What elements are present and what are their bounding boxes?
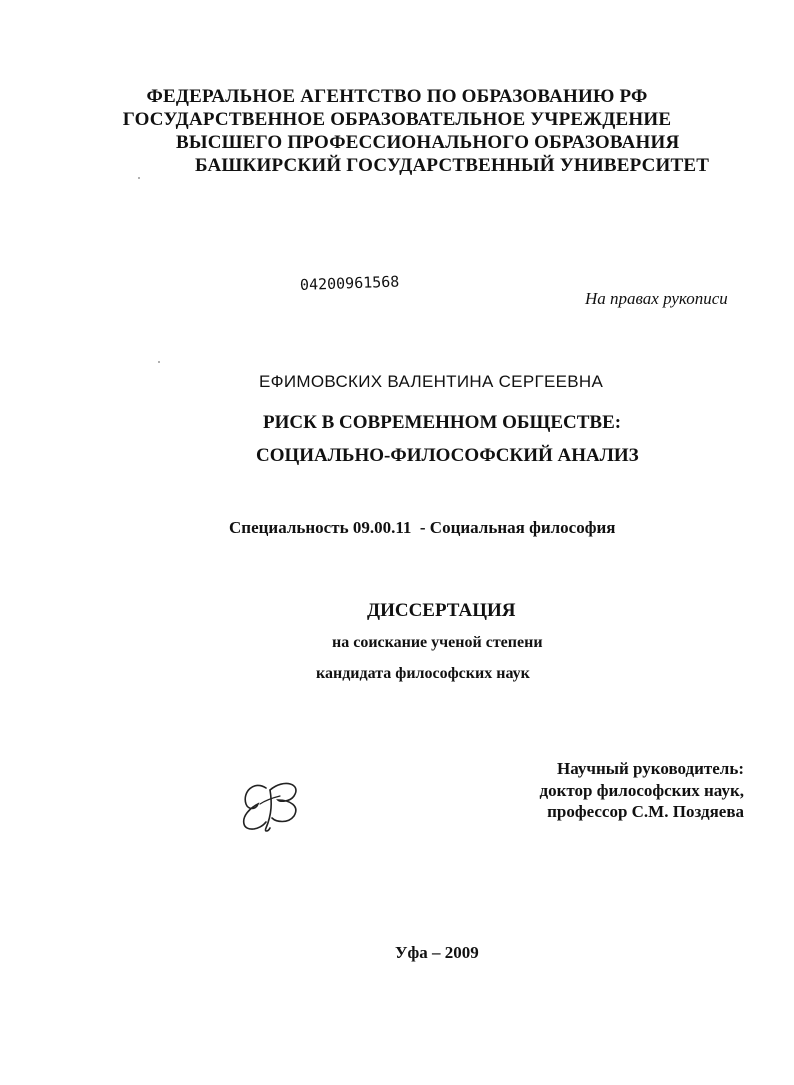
institution-line-4: БАШКИРСКИЙ ГОСУДАРСТВЕННЫЙ УНИВЕРСИТЕТ [195,155,710,176]
supervisor-name: профессор С.М. Поздяева [547,802,744,821]
supervisor-degree: доктор философских наук, [539,781,744,800]
rights-note: На правах рукописи [585,289,728,308]
author-name: ЕФИМОВСКИХ ВАЛЕНТИНА СЕРГЕЕВНА [259,372,604,391]
institution-line-2: ГОСУДАРСТВЕННОЕ ОБРАЗОВАТЕЛЬНОЕ УЧРЕЖДЕНИЕ [122,109,672,130]
specialty: Специальность 09.00.11 - Социальная философия [229,518,616,537]
title-line-1: РИСК В СОВРЕМЕННОМ ОБЩЕСТВЕ: [263,412,622,433]
supervisor-label: Научный руководитель: [557,759,744,778]
degree-line-2: кандидата философских наук [316,665,530,682]
institution-line-3: ВЫСШЕГО ПРОФЕССИОНАЛЬНОГО ОБРАЗОВАНИЯ [176,132,680,153]
institution-line-1: ФЕДЕРАЛЬНОЕ АГЕНТСТВО ПО ОБРАЗОВАНИЮ РФ [146,86,648,107]
dissertation-heading: ДИССЕРТАЦИЯ [367,600,516,621]
scan-speck [158,361,160,363]
degree-line-1: на соискание ученой степени [332,634,543,651]
place-year: Уфа – 2009 [395,943,479,962]
title-line-2: СОЦИАЛЬНО-ФИЛОСОФСКИЙ АНАЛИЗ [256,445,639,466]
scan-speck [138,177,140,179]
author-signature [236,774,308,836]
catalog-number: 04200961568 [299,272,400,294]
